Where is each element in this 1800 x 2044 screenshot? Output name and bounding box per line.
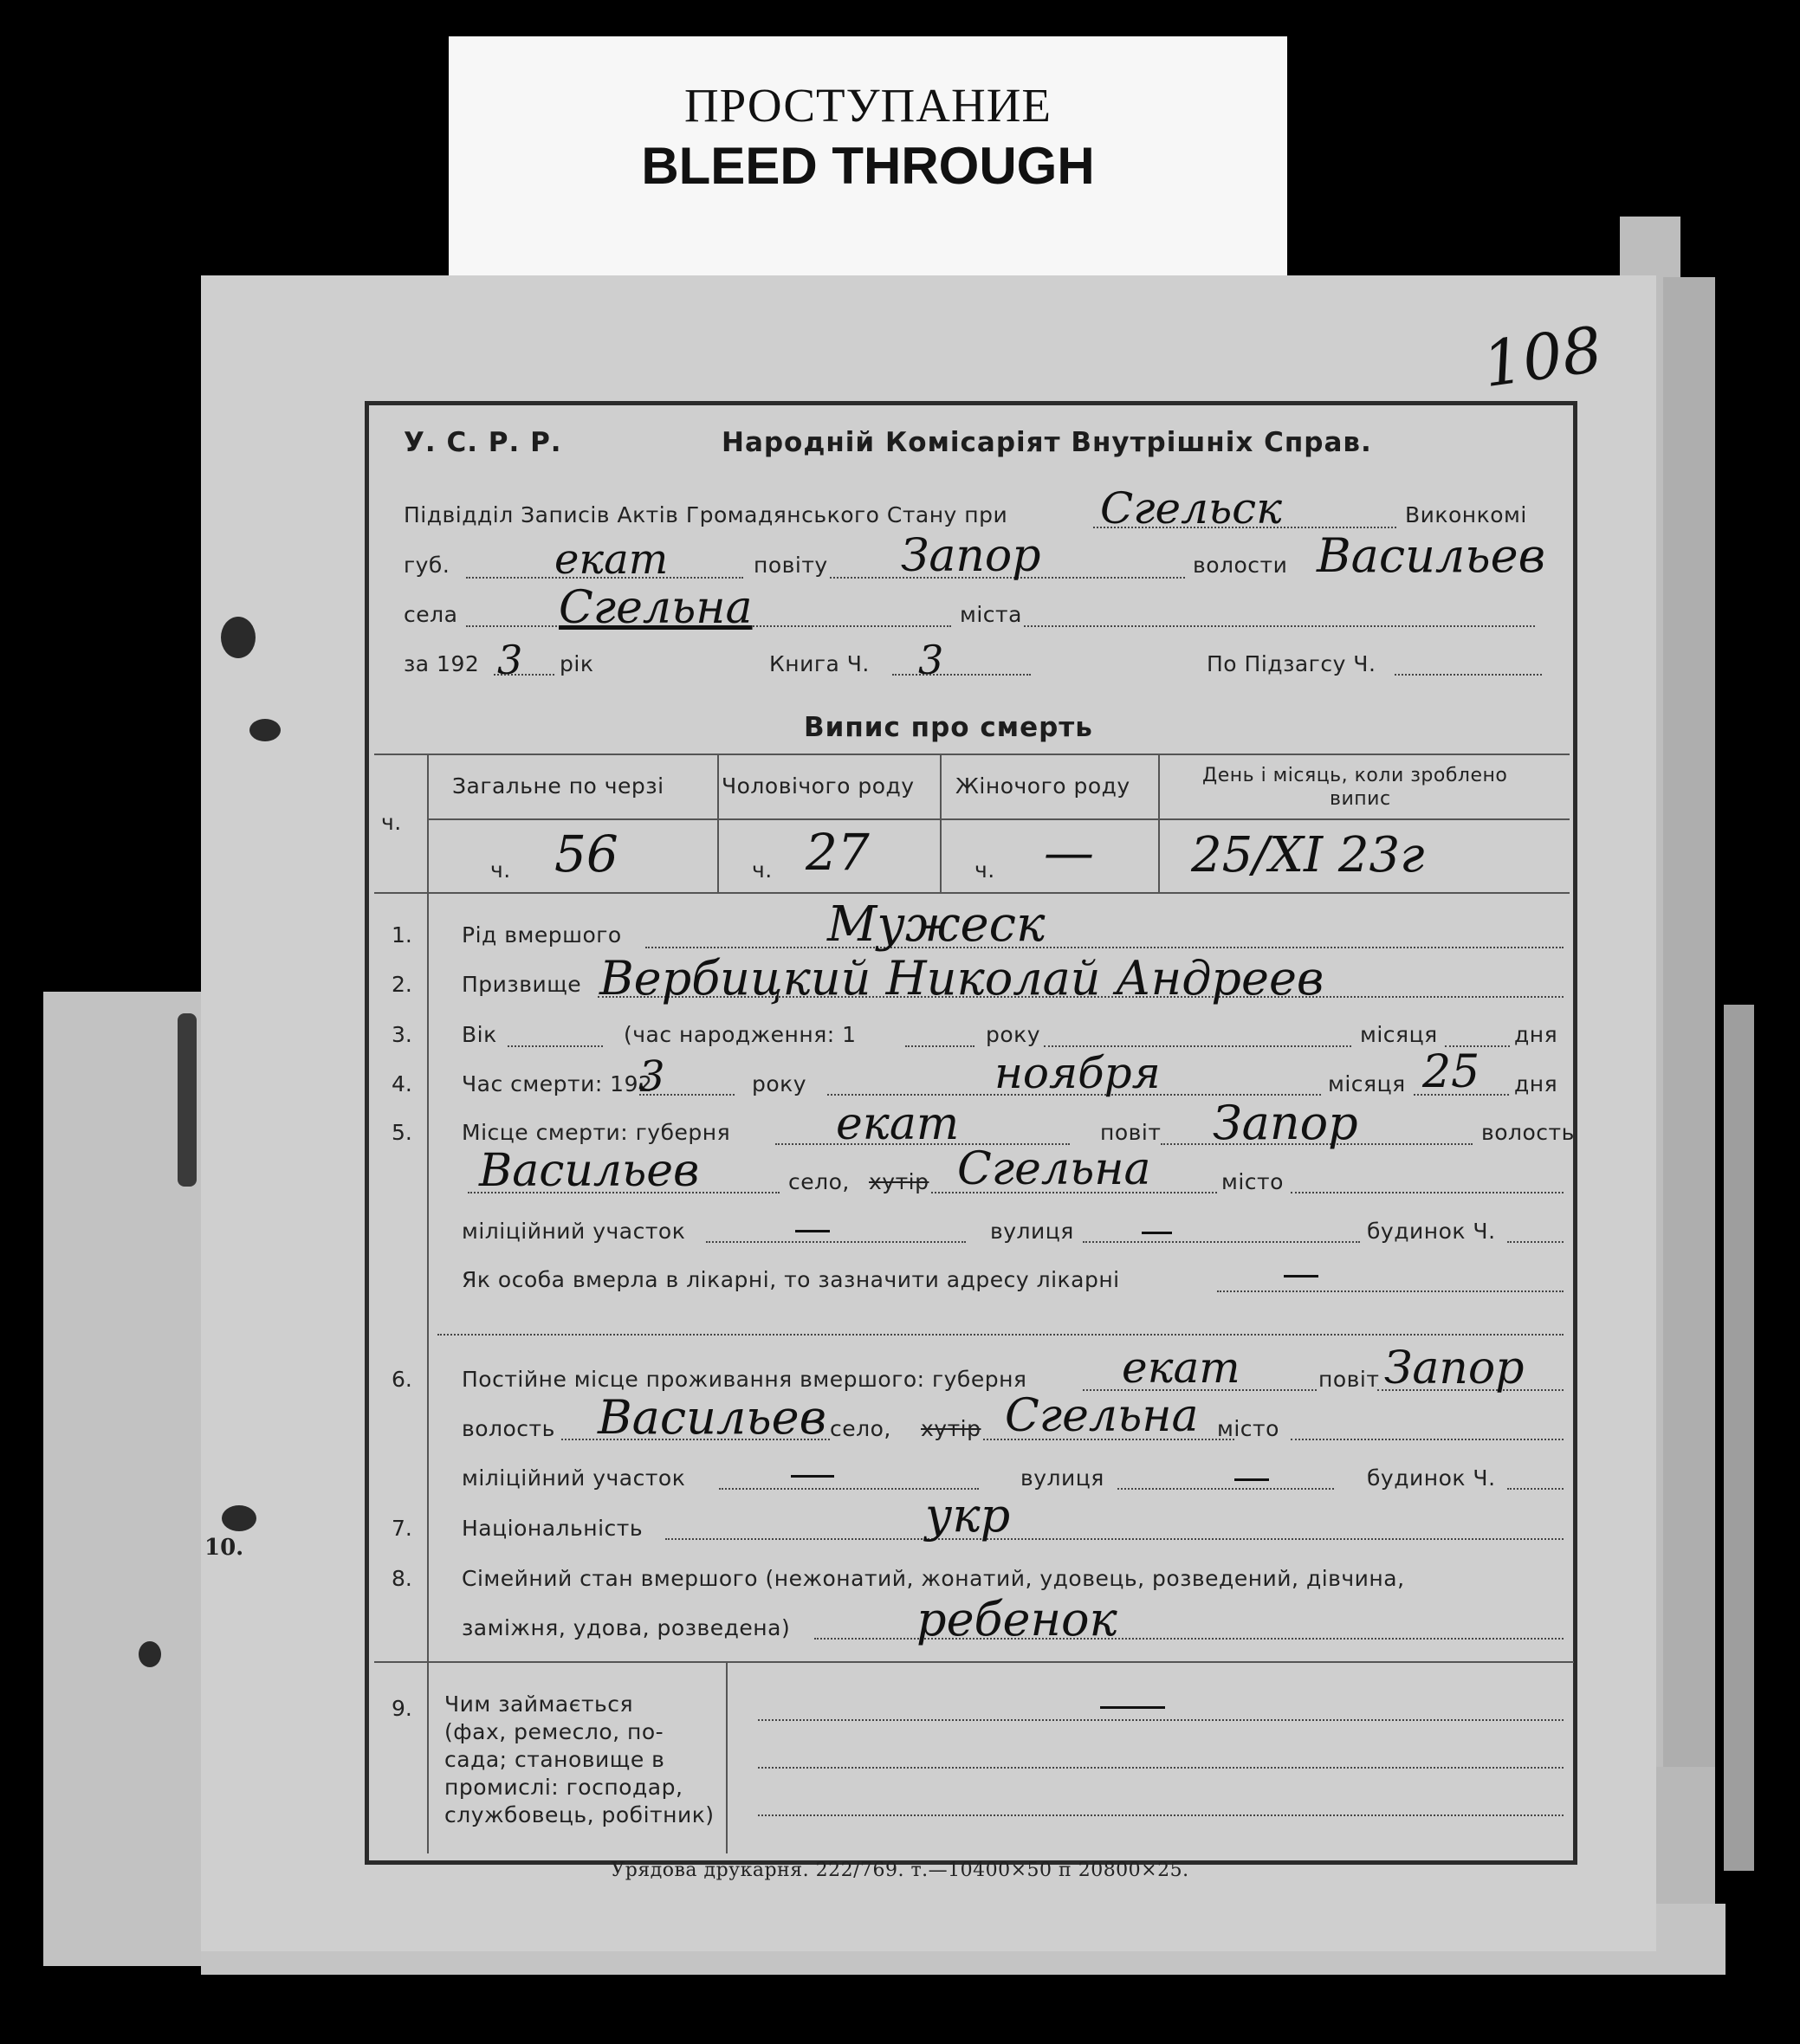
dotted-line <box>1044 1045 1351 1047</box>
table-border <box>374 892 1570 894</box>
row-number: 2. <box>392 972 412 997</box>
paper-edge <box>1724 1005 1754 1871</box>
marital-label-2: заміжня, удова, розведена) <box>462 1615 791 1640</box>
hospital-dash <box>1284 1275 1318 1278</box>
label-english: BLEED THROUGH <box>641 137 1095 195</box>
volost-label: волости <box>1193 553 1288 578</box>
book-value: 3 <box>918 637 944 683</box>
surname-label: Призвище <box>462 972 582 997</box>
dotted-line <box>1507 1241 1564 1243</box>
birth-day-label: дня <box>1514 1022 1558 1047</box>
binding-hole <box>249 719 281 741</box>
res-gub-value: екат <box>1122 1342 1240 1393</box>
dotted-line <box>665 1538 1564 1540</box>
res-street-dash <box>1234 1478 1269 1481</box>
occupation-label-1: Чим займається <box>444 1691 634 1717</box>
dotted-line <box>1507 1488 1564 1490</box>
occupation-label-4: промислі: господар, <box>444 1775 683 1800</box>
row-number: 3. <box>392 1022 412 1047</box>
age-label: Вік <box>462 1022 497 1047</box>
res-selo-label: село, <box>830 1416 891 1441</box>
bleed-through-label-card <box>449 36 1287 288</box>
table-border <box>427 754 429 892</box>
row-number-column <box>427 892 429 1853</box>
place-misto-label: місто <box>1221 1169 1284 1194</box>
dotted-line <box>892 674 1031 676</box>
place-selo-label: село, <box>788 1169 850 1194</box>
res-povit-value: Запор <box>1384 1342 1525 1394</box>
res-volost-label: волость <box>462 1416 555 1441</box>
paper-edge <box>1663 277 1715 1888</box>
gub-label: губ. <box>404 553 450 578</box>
res-house-label: будинок Ч. <box>1367 1465 1496 1491</box>
label-russian: ПРОСТУПАНИЕ <box>683 79 1052 132</box>
form-title: Випис про смерть <box>804 712 1093 743</box>
row-number: 7. <box>392 1516 412 1541</box>
volost-value: Васильев <box>1317 528 1546 583</box>
nationality-value: укр <box>925 1488 1011 1543</box>
place-selo-value: Сгельна <box>957 1143 1151 1195</box>
executive-label: Виконкомі <box>1405 502 1527 527</box>
res-misto-label: місто <box>1217 1416 1279 1441</box>
gender-label: Рід вмершого <box>462 922 622 948</box>
place-gub-value: екат <box>836 1098 960 1150</box>
res-volost-value: Васильев <box>598 1390 827 1445</box>
dotted-line <box>758 1719 1564 1721</box>
binding-hole <box>178 1013 197 1187</box>
place-povit-value: Запор <box>1213 1096 1358 1150</box>
archive-page-number: 108 <box>1478 312 1607 402</box>
col-date-header-2: випис <box>1330 788 1391 810</box>
place-street-label: вулиця <box>990 1219 1074 1244</box>
res-selo-value: Сгельна <box>1005 1390 1199 1442</box>
total-value: 56 <box>554 825 618 883</box>
dotted-line <box>494 674 554 676</box>
binding-hole <box>139 1641 161 1667</box>
res-militia-label: міліційний участок <box>462 1465 686 1491</box>
place-militia-label: міліційний участок <box>462 1219 686 1244</box>
occupation-label-2: (фах, ремесло, по- <box>444 1719 664 1744</box>
row-number: 5. <box>392 1120 412 1145</box>
place-khutir-label: хутір <box>869 1169 929 1194</box>
death-time-label: Час смерти: 192 <box>462 1071 653 1096</box>
dept-value: Сгельск <box>1100 483 1283 534</box>
selo-value: Сгельна <box>559 582 753 634</box>
state-name: У. С. Р. Р. <box>404 427 562 458</box>
dotted-line <box>905 1045 974 1047</box>
col-date-header: День і місяць, коли зроблено <box>1202 765 1508 786</box>
dotted-line <box>1024 625 1535 627</box>
table-border <box>717 754 719 892</box>
dotted-line <box>468 1192 780 1193</box>
povit-value: Запор <box>901 530 1041 582</box>
nationality-label: Національність <box>462 1516 644 1541</box>
table-border <box>374 754 1570 755</box>
place-militia-dash <box>795 1230 830 1232</box>
marital-value: ребенок <box>916 1592 1117 1646</box>
residence-label: Постійне місце проживання вмершого: губерня <box>462 1367 1027 1392</box>
place-volost-label: волость <box>1481 1120 1575 1145</box>
row-number: 9. <box>392 1696 412 1721</box>
row-number: 1. <box>392 922 412 948</box>
dotted-line <box>1291 1439 1564 1440</box>
dotted-line <box>1117 1488 1334 1490</box>
total-prefix: ч. <box>490 857 511 883</box>
death-month-label: місяця <box>1328 1071 1406 1096</box>
occupation-label-5: службовець, робітник) <box>444 1802 715 1827</box>
year-suffix: рік <box>560 651 594 676</box>
male-prefix: ч. <box>752 857 773 883</box>
mista-label: міста <box>960 602 1022 627</box>
gender-value: Мужеск <box>827 896 1046 953</box>
col-female-header: Жіночого роду <box>955 773 1130 799</box>
table-border <box>940 754 942 892</box>
res-povit-label: повіт <box>1318 1367 1380 1392</box>
dotted-line <box>706 1241 966 1243</box>
dotted-line <box>645 947 1564 948</box>
row-number: 8. <box>392 1566 412 1591</box>
dotted-line <box>1395 674 1542 676</box>
row-number: 6. <box>392 1367 412 1392</box>
dotted-line <box>1083 1241 1360 1243</box>
table-border <box>726 1661 728 1853</box>
birth-month-label: місяця <box>1360 1022 1438 1047</box>
place-povit-label: повіт <box>1100 1120 1162 1145</box>
male-value: 27 <box>806 823 870 882</box>
marital-label: Сімейний стан вмершого (нежонатий, жонатий, удовець, розведений, дівчина, <box>462 1566 1405 1591</box>
dotted-line <box>437 1334 1564 1336</box>
death-year-digit: 3 <box>638 1052 665 1101</box>
gub-value: екат <box>554 535 669 584</box>
place-house-label: будинок Ч. <box>1367 1219 1496 1244</box>
side-number: 10. <box>204 1535 244 1561</box>
col-total-header: Загальне по черзі <box>452 773 664 799</box>
binding-hole <box>221 617 256 658</box>
place-volost-value: Васильев <box>479 1145 700 1197</box>
printer-line: Урядова друкарня. 222/769. т.—10400×50 п 20800×25. <box>611 1860 1189 1881</box>
year-prefix: за 192 <box>404 651 480 676</box>
hospital-label: Як особа вмерла в лікарні, то зазначити адресу лікарні <box>462 1267 1120 1292</box>
dotted-line <box>639 1094 735 1096</box>
dotted-line <box>508 1045 603 1047</box>
binding-hole <box>222 1505 256 1531</box>
surname-value: Вербицкий Николай Андреев <box>599 951 1324 1006</box>
dotted-line <box>1414 1094 1509 1096</box>
dotted-line <box>1217 1290 1564 1292</box>
dotted-line <box>1291 1192 1564 1193</box>
row-number: 4. <box>392 1071 412 1096</box>
table-border <box>429 818 1570 820</box>
death-month-value: ноября <box>994 1048 1161 1098</box>
birth-year-label: року <box>986 1022 1041 1047</box>
book-label: Книга Ч. <box>769 651 870 676</box>
death-year-label: року <box>752 1071 807 1096</box>
table-row-label: ч. <box>381 810 402 835</box>
place-label: Місце смерти: губерня <box>462 1120 731 1145</box>
subrecord-label: По Підзагсу Ч. <box>1207 651 1376 676</box>
table-border <box>374 1661 1574 1663</box>
table-border <box>1158 754 1160 892</box>
dept-label: Підвідділ Записів Актів Громадянського Стану при <box>404 502 1008 527</box>
female-value: — <box>1044 823 1094 882</box>
place-street-dash <box>1142 1232 1172 1234</box>
col-male-header: Чоловічого роду <box>722 773 915 799</box>
female-prefix: ч. <box>974 857 995 883</box>
res-militia-dash <box>791 1475 834 1478</box>
dotted-line <box>758 1814 1564 1816</box>
death-day-value: 25 <box>1422 1046 1480 1098</box>
agency-name: Народній Комісаріят Внутрішніх Справ. <box>722 427 1372 458</box>
res-khutir-label: хутір <box>921 1416 981 1441</box>
occupation-dash <box>1100 1706 1165 1709</box>
birth-label: (час народження: 1 <box>624 1022 857 1047</box>
povit-label: повіту <box>754 553 828 578</box>
occupation-label-3: сада; становище в <box>444 1747 665 1772</box>
year-digit: 3 <box>497 637 523 683</box>
dotted-line <box>758 1767 1564 1769</box>
selo-label: села <box>404 602 458 627</box>
extract-date-value: 25/XI 23г <box>1191 827 1425 883</box>
res-street-label: вулиця <box>1020 1465 1104 1491</box>
death-day-label: дня <box>1514 1071 1558 1096</box>
